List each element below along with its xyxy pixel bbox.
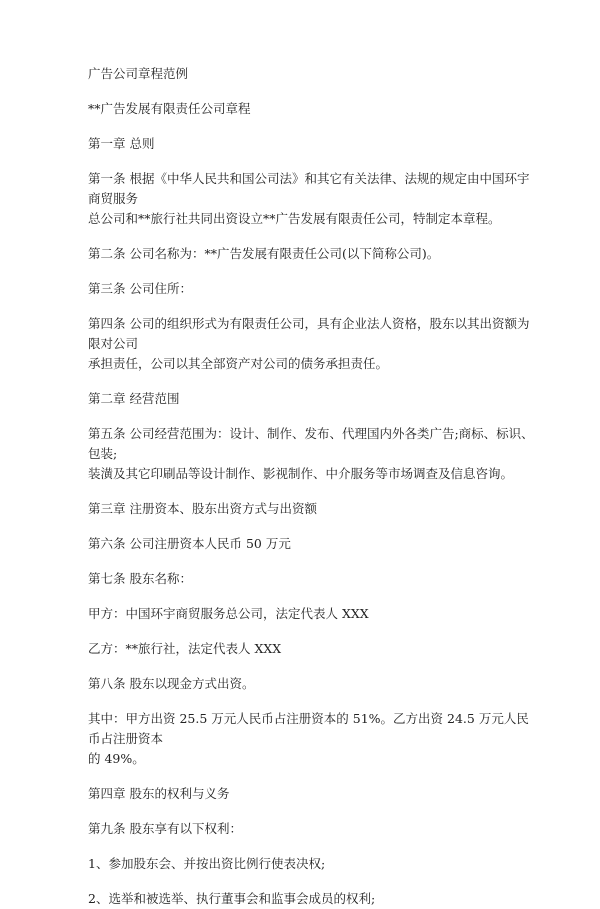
article-1	[88, 169, 540, 229]
company-charter-title: **广告发展有限责任公司章程	[88, 101, 251, 116]
article-1-line-1: 第一条 根据《中华人民共和国公司法》和其它有关法律、法规的规定由中国环宇商贸服务	[88, 171, 530, 206]
article-4-line-2: 承担责任，公司以其全部资产对公司的债务承担责任。	[88, 356, 389, 371]
article-5	[88, 424, 540, 484]
article-1-line-2: 总公司和**旅行社共同出资设立**广告发展有限责任公司，特制定本章程。	[88, 211, 501, 226]
article-2: 第二条 公司名称为：**广告发展有限责任公司(以下简称公司)。	[88, 246, 440, 261]
article-6: 第六条 公司注册资本人民币 50 万元	[88, 536, 291, 551]
article-3: 第三条 公司住所：	[88, 281, 192, 296]
chapter-1-heading: 第一章 总则	[88, 136, 155, 151]
shareholder-party-a: 甲方：中国环宇商贸服务总公司，法定代表人 XXX	[88, 606, 369, 621]
article-8: 第八条 股东以现金方式出资。	[88, 676, 255, 691]
contribution-line-1: 其中：甲方出资 25.5 万元人民币占注册资本的 51%。乙方出资 24.5 万元人民币占注册资本	[88, 711, 529, 746]
article-9: 第九条 股东享有以下权利：	[88, 821, 242, 836]
chapter-4-heading: 第四章 股东的权利与义务	[88, 786, 230, 801]
right-item-1: 1、参加股东会、并按出资比例行使表决权;	[88, 856, 326, 871]
chapter-3-heading: 第三章 注册资本、股东出资方式与出资额	[88, 501, 317, 516]
shareholder-party-b: 乙方：**旅行社，法定代表人 XXX	[88, 641, 282, 656]
contribution-details	[88, 709, 540, 769]
chapter-2-heading: 第二章 经营范围	[88, 391, 180, 406]
right-item-2: 2、选举和被选举、执行董事会和监事会成员的权利;	[88, 891, 376, 906]
article-4-line-1: 第四条 公司的组织形式为有限责任公司，具有企业法人资格，股东以其出资额为限对公司	[88, 316, 530, 351]
article-5-line-1: 第五条 公司经营范围为：设计、制作、发布、代理国内外各类广告;商标、标识、包装;	[88, 426, 534, 461]
document-title: 广告公司章程范例	[88, 66, 189, 81]
article-5-line-2: 装潢及其它印刷品等设计制作、影视制作、中介服务等市场调查及信息咨询。	[88, 466, 514, 481]
contribution-line-2: 的 49%。	[88, 751, 145, 766]
article-7: 第七条 股东名称：	[88, 571, 192, 586]
article-4	[88, 314, 540, 374]
